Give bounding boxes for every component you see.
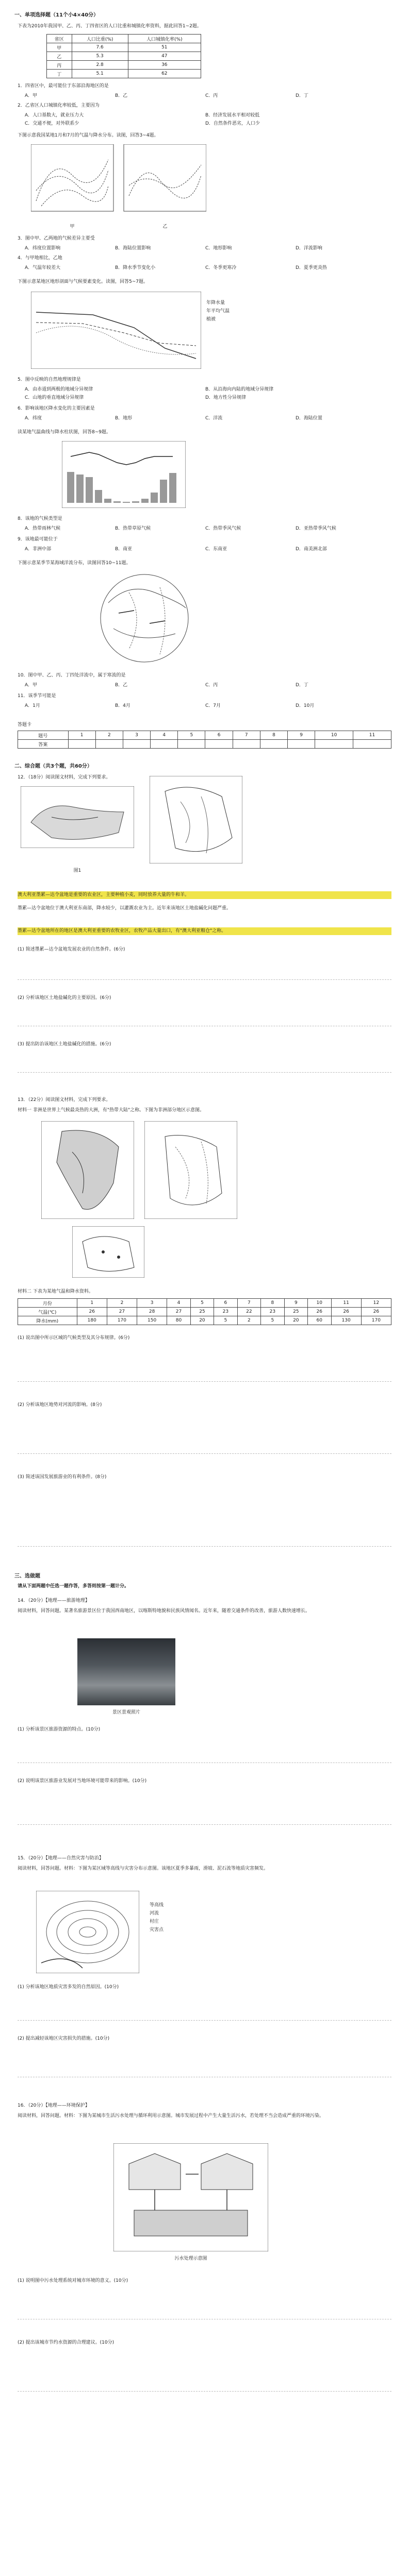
- answer-table-label: 答题卡: [18, 722, 32, 727]
- q12-highlight-2: 墨累—达令盆地所在的地区是澳大利亚重要的农牧业区，农牧产品大量出口，有"澳大利亚粮仓"之称。: [18, 927, 391, 935]
- answer-cell[interactable]: [95, 740, 123, 749]
- answer-cell[interactable]: [151, 740, 178, 749]
- option[interactable]: D．丁: [296, 93, 308, 98]
- q4-options: [25, 264, 386, 270]
- q1-cell: 5.3: [72, 52, 128, 61]
- answer-line[interactable]: [18, 1453, 391, 1454]
- q15-legend: 灾害点: [150, 1927, 164, 1933]
- option[interactable]: C．洋流: [205, 416, 223, 421]
- q11-question: 11．该季节可能是: [18, 693, 56, 699]
- option[interactable]: C．冬季更寒冷: [205, 265, 237, 270]
- q13-map-1: [41, 1121, 134, 1219]
- option[interactable]: A．气温年较差大: [25, 265, 61, 270]
- table-cell: 27: [107, 1308, 137, 1316]
- answer-header: 11: [353, 731, 391, 740]
- option[interactable]: D．10月: [296, 703, 315, 708]
- table-header: 6: [214, 1299, 237, 1308]
- option[interactable]: A．热带雨林气候: [25, 526, 61, 531]
- q1-header: 人口比重(%): [72, 35, 128, 43]
- option[interactable]: C．山地的垂直地域分异规律: [25, 395, 84, 400]
- option[interactable]: A．由赤道到两极的地域分异规律: [25, 387, 93, 392]
- q2-options-2: [25, 120, 386, 126]
- section2-title: 二、综合题（共3个题，共60分）: [14, 764, 92, 769]
- q5-legend-3: 植被: [206, 317, 216, 322]
- table-cell: 27: [167, 1308, 190, 1316]
- option[interactable]: B．乙: [115, 683, 128, 688]
- q3-label-b: 乙: [162, 224, 168, 229]
- q4-question: 4．与甲地相比，乙地: [18, 256, 62, 261]
- table-cell: 130: [331, 1316, 361, 1325]
- table-cell: 20: [190, 1316, 214, 1325]
- answer-cell[interactable]: [353, 740, 391, 749]
- answer-header: 4: [151, 731, 178, 740]
- option[interactable]: A．甲: [25, 683, 38, 688]
- q14-photo-caption: 景区景观照片: [112, 1710, 140, 1715]
- q1-stem: 下表为2010年我国甲、乙、丙、丁四省区的人口比重和城镇化率资料，据此回答1~2题。: [18, 24, 202, 29]
- table-cell: 20: [284, 1316, 307, 1325]
- q15-legend: 村庄: [150, 1919, 159, 1924]
- q1-cell: 2.8: [72, 61, 128, 70]
- table-cell: 25: [284, 1308, 307, 1316]
- table-cell: 170: [107, 1316, 137, 1325]
- answer-line[interactable]: [18, 2391, 391, 2392]
- table-header: 9: [284, 1299, 307, 1308]
- option[interactable]: C．热带季风气候: [205, 526, 241, 531]
- answer-line[interactable]: [18, 2020, 391, 2021]
- q5-stem: 下图示意某地区地形剖面与气候要素变化。读图，回答5~7题。: [18, 279, 148, 284]
- answer-line[interactable]: [18, 1762, 391, 1763]
- q8-figure: [62, 441, 186, 508]
- answer-header: 3: [123, 731, 150, 740]
- q16-diagram-caption: 污水处理示意图: [174, 2256, 207, 2261]
- q5-options-2: [25, 394, 386, 400]
- q5-question: 5．图中反映的自然地理规律是: [18, 377, 81, 382]
- q8-options: [25, 524, 386, 531]
- section1-title: 一、单项选择题（11个小4×40分）: [14, 12, 99, 18]
- option[interactable]: A．1月: [25, 703, 40, 708]
- answer-cell[interactable]: [315, 740, 353, 749]
- q1-cell: 乙: [47, 52, 72, 61]
- answer-cell[interactable]: [288, 740, 315, 749]
- q14-photo: [77, 1638, 175, 1705]
- q15-text: 阅读材料，回答问题。材料：下图为某区域等高线与灾害分布示意图。该地区夏季多暴雨，滑坡、泥石流等地质灾害频发。: [18, 1866, 269, 1871]
- q13-sub1: (1) 说出图中所示区域的气候类型及其分布规律。(6分): [18, 1335, 130, 1341]
- q3-stem: 下图示意我国某地1月和7月的气温与降水分布。读图，回答3~4题。: [18, 133, 159, 138]
- q1-cell: 丁: [47, 70, 72, 78]
- answer-line[interactable]: [18, 1025, 391, 1026]
- q8-question: 8．该地的气候类型是: [18, 516, 62, 521]
- q9-question: 9．该地最可能位于: [18, 537, 58, 542]
- option[interactable]: C．交通不便，对外联系少: [25, 121, 79, 126]
- option[interactable]: C．东南亚: [205, 547, 227, 552]
- option[interactable]: C．地形影响: [205, 246, 232, 251]
- table-cell: 25: [190, 1308, 214, 1316]
- option[interactable]: B．降水季节变化小: [115, 265, 156, 270]
- option[interactable]: B．经济发展水平相对较低: [205, 113, 260, 118]
- q1-cell: 7.6: [72, 43, 128, 52]
- q10-stem: 下图示意某季节某海域洋流分布，读图回答10~11题。: [18, 561, 131, 566]
- option[interactable]: A．纬度位置影响: [25, 246, 61, 251]
- answer-line[interactable]: [18, 1824, 391, 1825]
- table-cell: 23: [261, 1308, 284, 1316]
- q2-options: [25, 111, 386, 118]
- q5-figure: [31, 292, 201, 369]
- q1-header: 人口城镇化率(%): [128, 35, 201, 43]
- option[interactable]: A．甲: [25, 93, 38, 98]
- q13-map-2: [144, 1121, 237, 1219]
- q1-cell: 62: [128, 70, 201, 78]
- option[interactable]: A．非洲中部: [25, 547, 52, 552]
- answer-header: 2: [95, 731, 123, 740]
- q15-sub1: (1) 分析该地区地质灾害多发的自然原因。(10分): [18, 1985, 119, 1990]
- q16-sub2: (2) 提出该城市节约水资源的合理建议。(10分): [18, 2340, 114, 2345]
- q12-stem: 12．（18分）阅读图文材料，完成下列要求。: [18, 775, 111, 780]
- q1-cell: 丙: [47, 61, 72, 70]
- q12-text-1: 墨累—达令盆地位于澳大利亚东南部，降水较少，以灌溉农业为主。近年来该地区土地盐碱化问题严重。: [18, 906, 232, 911]
- q14-text: 阅读材料，回答问题。某著名旅游景区位于我国西南地区，以喀斯特地貌和民族风情闻名。近年来，随着交通条件的改善，旅游人数快速增长。: [18, 1608, 310, 1614]
- table-header: 11: [331, 1299, 361, 1308]
- q13-map-3: [72, 1226, 144, 1278]
- answer-line[interactable]: [18, 2076, 391, 2077]
- q12-fig-caption: 图1: [73, 868, 81, 873]
- table-cell: 22: [237, 1308, 260, 1316]
- q13-mat1: 材料一 非洲是世界上气候最炎热的大洲，有"热带大陆"之称。下图为非洲部分地区示意图。: [18, 1108, 205, 1113]
- table-cell: 150: [137, 1316, 167, 1325]
- table-header: 5: [190, 1299, 214, 1308]
- table-cell: 180: [77, 1316, 107, 1325]
- table-cell: 170: [361, 1316, 391, 1325]
- q15-legend: 河流: [150, 1911, 159, 1916]
- answer-line[interactable]: [18, 1546, 391, 1547]
- q1-cell: 36: [128, 61, 201, 70]
- option[interactable]: D．地方性分异规律: [205, 395, 246, 400]
- q9-options: [25, 545, 386, 552]
- option[interactable]: D．海陆位置: [296, 416, 322, 421]
- q12-sub1: (1) 简述墨累—达令盆地发展农业的自然条件。(6分): [18, 947, 125, 952]
- q10-question: 10．图中甲、乙、丙、丁四处洋流中，属于寒流的是: [18, 673, 126, 678]
- answer-cell[interactable]: [68, 740, 95, 749]
- answer-header: 题号: [18, 731, 69, 740]
- q10-options: [25, 681, 386, 688]
- q8-stem: 读某地气温曲线与降水柱状图，回答8~9题。: [18, 430, 111, 435]
- q16-text: 阅读材料，回答问题。材料：下图为某城市生活污水处理与循环利用示意图。城市发展过程中产生大量生活污水，若处理不当会造成严重的环境污染。: [18, 2113, 324, 2119]
- q13-climate-table: [18, 1298, 391, 1325]
- q1-cell: 甲: [47, 43, 72, 52]
- q13-mat2: 材料二 下表为某地气温和降水资料。: [18, 1289, 93, 1294]
- table-cell: 2: [237, 1316, 260, 1325]
- answer-line[interactable]: [18, 1381, 391, 1382]
- option[interactable]: A．纬度: [25, 416, 42, 421]
- section3-note: 请从下面两题中任选一题作答，多答则按第一题计分。: [18, 1584, 129, 1589]
- answer-header: 5: [178, 731, 205, 740]
- option[interactable]: D．亚热带季风气候: [296, 526, 336, 531]
- answer-table: [18, 731, 391, 749]
- q1-options: [25, 92, 386, 98]
- table-cell: 5: [261, 1316, 284, 1325]
- table-cell: 气温(℃): [18, 1308, 77, 1316]
- table-cell: 降水(mm): [18, 1316, 77, 1325]
- answer-row-label: 答案: [18, 740, 69, 749]
- q3-options: [25, 244, 386, 251]
- q1-cell: 51: [128, 43, 201, 52]
- option[interactable]: B．南亚: [115, 547, 133, 552]
- table-cell: 26: [77, 1308, 107, 1316]
- answer-header: 10: [315, 731, 353, 740]
- q16-sub1: (1) 说明图中污水处理系统对城市环境的意义。(10分): [18, 2278, 128, 2283]
- answer-line[interactable]: [18, 1072, 391, 1073]
- q14-sub2: (2) 说明该景区旅游业发展对当地环境可能带来的影响。(10分): [18, 1778, 147, 1784]
- q14-stem: 14．（20分）【地理——旅游地理】: [18, 1598, 90, 1603]
- answer-line[interactable]: [18, 2318, 391, 2319]
- table-header: 12: [361, 1299, 391, 1308]
- table-header: 7: [237, 1299, 260, 1308]
- q5-legend-2: 年平均气温: [206, 309, 230, 314]
- option[interactable]: B．地形: [115, 416, 133, 421]
- section3-title: 三、选做题: [14, 1573, 40, 1579]
- table-header: 1: [77, 1299, 107, 1308]
- option[interactable]: B．热带草原气候: [115, 526, 151, 531]
- option[interactable]: A．人口基数大，就业压力大: [25, 113, 84, 118]
- q16-stem: 16．（20分）【地理——环境保护】: [18, 2103, 90, 2108]
- q1-header: 省区: [47, 35, 72, 43]
- q3-question: 3．图中甲、乙两地的气候差异主要受: [18, 236, 95, 241]
- option[interactable]: C．丙: [205, 683, 218, 688]
- answer-cell[interactable]: [260, 740, 287, 749]
- table-cell: 26: [361, 1308, 391, 1316]
- table-header: 8: [261, 1299, 284, 1308]
- option[interactable]: B．从沿海向内陆的地域分异规律: [205, 387, 274, 392]
- q6-options: [25, 414, 386, 421]
- q13-sub3: (3) 简述该国发展旅游业的有利条件。(8分): [18, 1475, 107, 1480]
- q12-sub3: (3) 提出防治该地区土地盐碱化的措施。(6分): [18, 1042, 111, 1047]
- q14-sub1: (1) 分析该景区旅游资源的特点。(10分): [18, 1727, 101, 1732]
- table-header: 2: [107, 1299, 137, 1308]
- q15-legend: 等高线: [150, 1903, 164, 1908]
- option[interactable]: C．7月: [205, 703, 221, 708]
- table-header: 3: [137, 1299, 167, 1308]
- option[interactable]: C．丙: [205, 93, 218, 98]
- q15-sub2: (2) 提出减轻该地区灾害损失的措施。(10分): [18, 2036, 110, 2041]
- q12-map-2: [150, 776, 242, 863]
- table-cell: 5: [214, 1316, 237, 1325]
- q15-contour-map: [36, 1891, 139, 1973]
- q13-sub2: (2) 分析该地区地势对河流的影响。(8分): [18, 1402, 102, 1408]
- answer-cell[interactable]: [178, 740, 205, 749]
- option[interactable]: D．夏季更炎热: [296, 265, 327, 270]
- table-cell: 23: [214, 1308, 237, 1316]
- option[interactable]: B．海陆位置影响: [115, 246, 151, 251]
- q13-stem: 13．（22分）阅读图文材料，完成下列要求。: [18, 1097, 111, 1103]
- q1-cell: 5.1: [72, 70, 128, 78]
- option[interactable]: D．南美洲北部: [296, 547, 327, 552]
- q1-question: 1．四省区中，最可能位于东部沿海地区的是: [18, 83, 109, 89]
- answer-header: 9: [288, 731, 315, 740]
- table-cell: 60: [308, 1316, 331, 1325]
- q1-table: [46, 34, 201, 78]
- option[interactable]: B．4月: [115, 703, 130, 708]
- table-header: 月份: [18, 1299, 77, 1308]
- answer-header: 1: [68, 731, 95, 740]
- table-cell: 80: [167, 1316, 190, 1325]
- q12-map-1: [21, 786, 134, 848]
- answer-cell[interactable]: [205, 740, 233, 749]
- q1-cell: 47: [128, 52, 201, 61]
- answer-line[interactable]: [18, 979, 391, 980]
- answer-header: 7: [233, 731, 260, 740]
- table-header: 4: [167, 1299, 190, 1308]
- q3-label-a: 甲: [70, 224, 75, 229]
- option[interactable]: D．自然条件恶劣，人口少: [205, 121, 260, 126]
- answer-cell[interactable]: [233, 740, 260, 749]
- option[interactable]: B．乙: [115, 93, 128, 98]
- table-cell: 26: [331, 1308, 361, 1316]
- option[interactable]: D．洋流影响: [296, 246, 322, 251]
- q5-legend-1: 年降水量: [206, 300, 225, 306]
- q5-options: [25, 385, 386, 392]
- answer-header: 6: [205, 731, 233, 740]
- q12-sub2: (2) 分析该地区土地盐碱化的主要原因。(6分): [18, 995, 111, 1001]
- answer-cell[interactable]: [123, 740, 150, 749]
- answer-header: 8: [260, 731, 287, 740]
- q11-options: [25, 702, 386, 708]
- table-cell: 28: [137, 1308, 167, 1316]
- q2-question: 2．乙省区人口城镇化率较低，主要因为: [18, 103, 100, 108]
- q6-question: 6．影响该地区降水变化的主要因素是: [18, 406, 95, 411]
- q3-figure: [31, 144, 206, 222]
- table-header: 10: [308, 1299, 331, 1308]
- q15-stem: 15．（20分）【地理——自然灾害与防治】: [18, 1856, 104, 1861]
- q16-diagram: [113, 2143, 268, 2251]
- q12-highlight-1: 澳大利亚墨累—达令盆地是重要的农业区，主要种植小麦，同时放养大量的牛和羊。: [18, 891, 391, 899]
- option[interactable]: D．丁: [296, 683, 308, 688]
- q10-figure: [98, 572, 191, 665]
- table-cell: 26: [308, 1308, 331, 1316]
